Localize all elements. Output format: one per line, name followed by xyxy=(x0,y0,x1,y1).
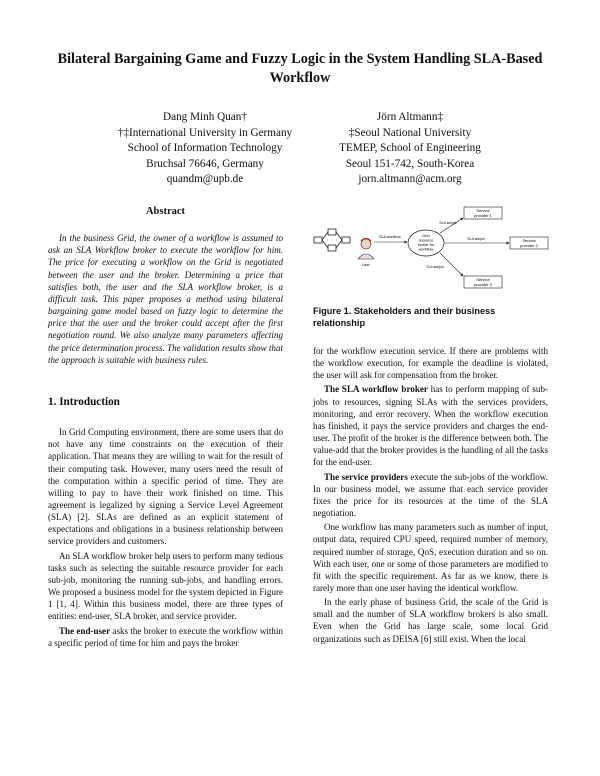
abstract-text: In the business Grid, the owner of a workflow is assumed to ask an SLA Workflow broker to execute the workflow for him. The price for executing a workflow on the Grid is negotiated between the user and the broker. Determining a price that satisfies both, the user and the SLA workflow broker, is a difficult task. This paper proposes a method using bilateral bargaining game model based on fuzzy logic to determine the price that the user and the broker could accept after the first negotiation round. We also analyze many parameters affecting the price determination process. The validation results show that the approach is suitable with business rules. xyxy=(48,233,283,365)
author-department: TEMEP, School of Engineering xyxy=(339,142,481,154)
author-affiliation: †‡International University in Germany xyxy=(117,126,293,139)
author-address: Bruchsal 76646, Germany xyxy=(146,157,264,170)
term-service-providers: The service providers xyxy=(324,471,408,482)
workflow-graph xyxy=(314,229,350,251)
intro-paragraph-continued: for the workflow execution service. If there are problems with the workflow execution, for example the deadline is violated, the user will ask for compensation from the broker. xyxy=(313,346,548,381)
provider-label: Service xyxy=(476,208,490,213)
intro-paragraph: In the early phase of business Grid, the scale of the Grid is small and the number of SLA workflow brokers is also small. Even when the Grid has large scale, some local Grid organizations such as DEISA [6] still exist. When the local xyxy=(313,597,548,644)
author-address: Seoul 151-742, South-Korea xyxy=(345,157,475,170)
provider-label: Service xyxy=(476,277,490,282)
paper-title: Bilateral Bargaining Game and Fuzzy Logic in the System Handling SLA-Based Workflow xyxy=(57,51,543,86)
intro-paragraph-text: execute the sub-jobs of the workflow. In our business model, we assume that each service provider fixes the price for its resources at the time of the SLA negotiation. xyxy=(313,471,548,519)
intro-paragraph: In Grid Computing environment, there are some users that do not have any time constraints on the execution of their application. That means they are willing to wait for the result of their computing task. However, many users need the result of the computation within a specific period of time. They are willing to pay to have their work finished on time. This agreement is legalized by signing a Service Level Agreement (SLA) [2]. SLAs are defined as an explicit statement of expectations and obligations in a business relationship between service providers and customers. xyxy=(48,427,283,547)
author-block-1 xyxy=(95,110,315,188)
sla-subjob-label: SLA subjob xyxy=(426,265,444,269)
sla-subjob-label: SLA subjob xyxy=(467,237,485,241)
sla-subjob-label: SLA subjob xyxy=(439,221,457,225)
abstract-heading: Abstract xyxy=(145,206,186,217)
provider-label: provider 3 xyxy=(474,282,492,287)
intro-paragraph-broker xyxy=(313,383,548,468)
intro-paragraph-text: asks the broker to execute the workflow within a specific period of time for him and pays the broker xyxy=(48,625,283,648)
broker-label-line: broker for xyxy=(417,243,435,247)
author-name: Dang Minh Quan† xyxy=(163,111,247,123)
author-name: Jörn Altmann‡ xyxy=(376,111,444,123)
provider-label: provider 1 xyxy=(474,213,492,218)
left-column xyxy=(48,206,283,651)
author-affiliation: ‡Seoul National University xyxy=(348,126,472,139)
author-email[interactable]: quandm@upb.de xyxy=(166,173,244,185)
stakeholder-diagram xyxy=(300,200,552,308)
right-column xyxy=(313,345,548,647)
user-icon xyxy=(358,239,374,260)
author-block-2 xyxy=(310,110,510,188)
broker-label-line: workflow xyxy=(418,247,434,252)
intro-paragraph-providers xyxy=(313,471,548,520)
intro-paragraph: One workflow has many parameters such as number of input, output data, required CPU speed, required number of memory, required number of storage, QoS, execution duration and so on. With each user, one or some of those parameters are modified to fit with the specific requirement. As far as we know, there is rarely more than one user having the identical workflow. xyxy=(313,522,548,593)
sla-workflow-label: SLA workflow xyxy=(379,235,401,239)
intro-paragraph-text: has to perform mapping of sub-jobs to resources, signing SLAs with the services providers, monitoring, and error recovery. When the workflow execution has finished, it pays the service providers and charges the end-user. The profit of the broker is the difference between both. The value-add that the broker provides is the handling of all the tasks for the end-user. xyxy=(313,384,548,468)
intro-paragraph-end-user xyxy=(48,625,283,649)
broker-label-line: resource xyxy=(418,238,434,243)
author-department: School of Information Technology xyxy=(127,142,283,154)
author-email[interactable]: jorn.altmann@acm.org xyxy=(358,173,462,185)
figure-caption: Figure 1. Stakeholders and their business relationship xyxy=(313,306,496,328)
provider-label: provider 2 xyxy=(520,243,538,248)
section-heading-introduction: 1. Introduction xyxy=(48,395,120,408)
intro-paragraph: An SLA workflow broker help users to perform many tedious tasks such as selecting the suitable resource provider for each sub-job, monitoring the running sub-jobs, and handling errors. We proposed a business model for the system depicted in Figure 1 [1, 4]. Within this business model, there are three types of entities: end-user, SLA broker, and service provider. xyxy=(48,550,283,622)
term-sla-broker: The SLA workflow broker xyxy=(324,384,428,395)
broker-label-line: Grid xyxy=(422,234,430,238)
provider-label: Service xyxy=(522,238,536,243)
user-label: User xyxy=(362,263,370,267)
term-end-user: The end-user xyxy=(59,625,111,636)
